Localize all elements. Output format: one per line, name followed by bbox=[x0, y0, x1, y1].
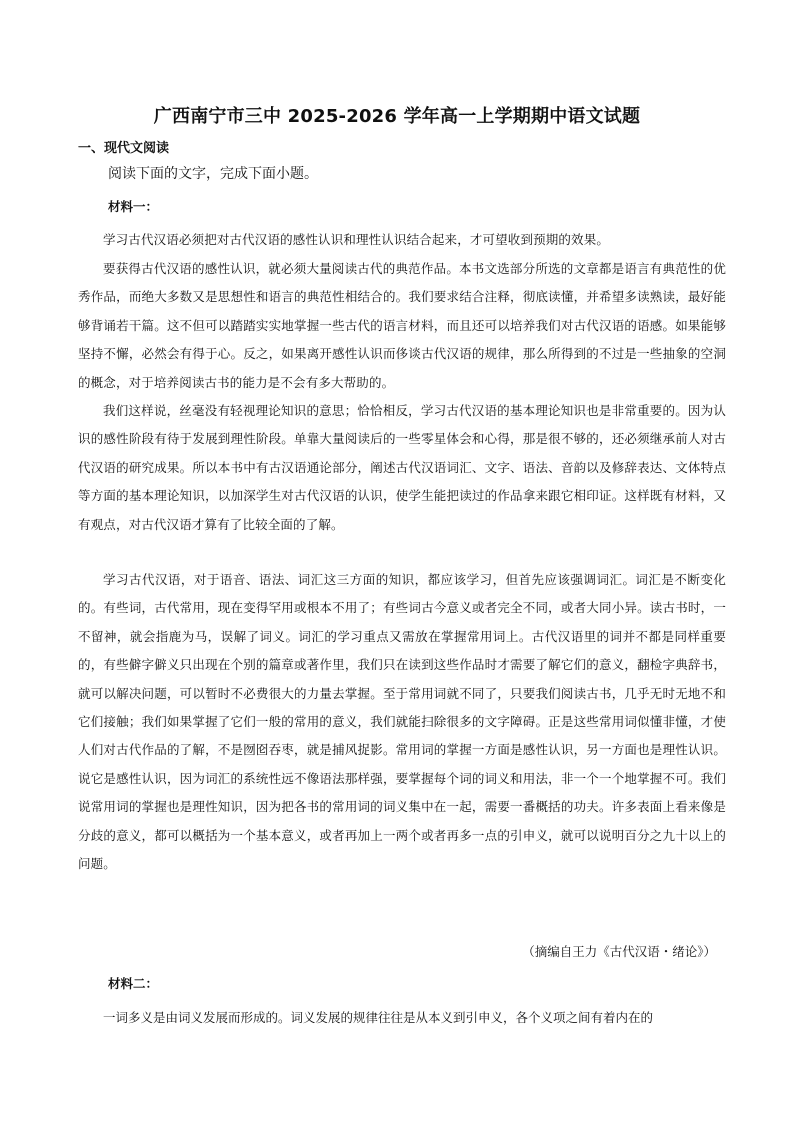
reading-instruction: 阅读下面的文字，完成下面小题。 bbox=[108, 166, 318, 182]
material-two-label: 材料二： bbox=[108, 976, 159, 991]
material-one-source: （摘编自王力《古代汉语・绪论》） bbox=[522, 944, 716, 959]
material-one-paragraph-1: 学习古代汉语必须把对古代汉语的感性认识和理性认识结合起来，才可望收到预期的效果。 bbox=[103, 232, 610, 247]
material-one-paragraph-4: 学习古代汉语，对于语音、语法、词汇这三方面的知识，都应该学习，但首先应该强调词汇。词汇是不断变化的。有些词，古代常用，现在变得罕用或根本不用了；有些词古今意义或者完全不同，或者大同小异。读古书时，一不留神，就会指鹿为马，误解了词义。词汇的学习重点又需放在掌握常用词上。古代汉语里的词并不都是同样重要的，有些僻字僻义只出现在个别的篇章或著作里，我们只在读到这些作品时才需要了解它们的意义，翻检字典辞书，就可以解决问题，可以暂时不必费很大的力量去掌握。至于常用词就不同了，只要我们阅读古书，几乎无时无地不和它们接触；我们如果掌握了它们一般的常用的意义，我们就能扫除很多的文字障碍。正是这些常用词似懂非懂，才使人们对古代作品的了解，不是囫囵吞枣，就是捕风捉影。常用词的掌握一方面是感性认识，另一方面也是理性认识。说它是感性认识，因为词汇的系统性远不像语法那样强，要掌握每个词的词义和用法，非一个一个地掌握不可。我们说常用词的掌握也是理性知识，因为把各书的常用词的词义集中在一起，需要一番概括的功夫。许多表面上看来像是分歧的意义，都可以概括为一个基本意义，或者再加上一两个或者再多一点的引申义，就可以说明百分之九十以上的问题。 bbox=[78, 572, 726, 872]
material-two-first-line: 一词多义是由词义发展而形成的。词义发展的规律往往是从本义到引申义，各个义项之间有着内在的 bbox=[103, 1010, 654, 1025]
material-one-paragraph-2: 要获得古代汉语的感性认识，就必须大量阅读古代的典范作品。本书文选部分所选的文章都是语言有典范性的优秀作品，而绝大多数又是思想性和语言的典范性相结合的。我们要求结合注释，彻底读懂，并希望多读熟读，最好能够背诵若干篇。这不但可以踏踏实实地掌握一些古代的语言材料，而且还可以培养我们对古代汉语的语感。如果能够坚持不懈，必然会有得于心。反之，如果离开感性认识而侈谈古代汉语的规律，那么所得到的不过是一些抽象的空洞的概念，对于培养阅读古书的能力是不会有多大帮助的。 bbox=[78, 261, 726, 390]
material-one-paragraph-3: 我们这样说，丝毫没有轻视理论知识的意思；恰恰相反，学习古代汉语的基本理论知识也是非常重要的。因为认识的感性阶段有待于发展到理性阶段。单靠大量阅读后的一些零星体会和心得，那是很不够的，还必须继承前人对古代汉语的研究成果。所以本书中有古汉语通论部分，阐述古代汉语词汇、文字、语法、音韵以及修辞表达、文体特点等方面的基本理论知识，以加深学生对古代汉语的认识，使学生能把读过的作品拿来跟它相印证。这样既有材料，又有观点，对古代汉语才算有了比较全面的了解。 bbox=[78, 403, 726, 532]
material-one-label: 材料一： bbox=[108, 199, 159, 214]
page-title: 广西南宁市三中 2025-2026 学年高一上学期期中语文试题 bbox=[153, 106, 641, 127]
section-heading: 一、现代文阅读 bbox=[78, 141, 170, 156]
